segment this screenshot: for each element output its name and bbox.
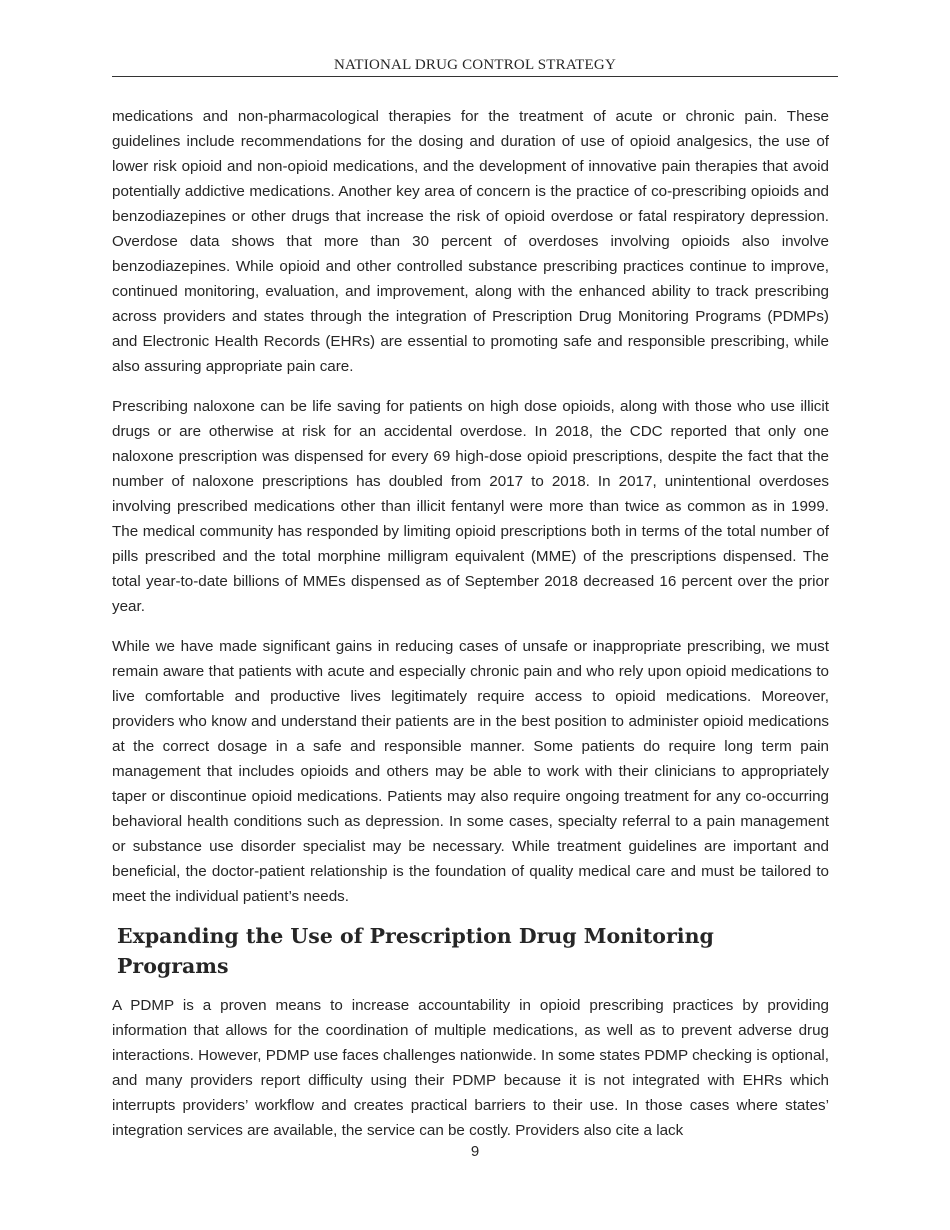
document-page [112, 0, 829, 1143]
paragraph-naloxone: Prescribing naloxone can be life saving for patients on high dose opioids, along with those who use illicit drugs or are otherwise at risk for an accidental overdose. In 2018, the CDC reported that only one naloxone prescription was dispensed for every 69 high-dose opioid prescriptions, despite the fact that the number of naloxone prescriptions has doubled from 2017 to 2018. In 2017, unintentional overdoses involving prescribed medications other than illicit fentanyl were more than twice as common as in 1999. The medical community has responded by limiting opioid prescriptions both in terms of the total number of pills prescribed and the total morphine milligram equivalent (MME) of the prescriptions dispensed. The total year-to-date billions of MMEs dispensed as of September 2018 decreased 16 percent over the prior year. [112, 398, 829, 615]
paragraph-pdmp: A PDMP is a proven means to increase accountability in opioid prescribing practices by providing information that allows for the coordination of multiple medications, as well as to prevent adverse drug interactions. However, PDMP use faces challenges nationwide. In some states PDMP checking is optional, and many providers report difficulty using their PDMP because it is not integrated with EHRs which interrupts providers’ workflow and creates practical barriers to their use. In those cases where states’ integration services are available, the service can be costly. Providers also cite a lack [112, 997, 829, 1139]
paragraph-patient-access: While we have made significant gains in reducing cases of unsafe or inappropriate prescribing, we must remain aware that patients with acute and especially chronic pain and who rely upon opioid medications to live comfortable and productive lives legitimately require access to opioid medications. Moreover, providers who know and understand their patients are in the best position to administer opioid medications at the correct dosage in a safe and responsible manner. Some patients do require long term pain management that includes opioids and others may be able to work with their clinicians to appropriately taper or discontinue opioid medications. Patients may also require ongoing treatment for any co-occurring behavioral health conditions such as depression. In some cases, specialty referral to a pain management or substance use disorder specialist may be necessary. While treatment guidelines are important and beneficial, the doctor-patient relationship is the foundation of quality medical care and must be tailored to meet the individual patient’s needs. [112, 638, 829, 905]
running-header: NATIONAL DRUG CONTROL STRATEGY [112, 57, 838, 77]
section-heading: Expanding the Use of Prescription Drug Monitoring Programs [117, 924, 714, 978]
paragraph-continuation: medications and non-pharmacological therapies for the treatment of acute or chronic pain. These guidelines include recommendations for the dosing and duration of use of opioid analgesics, the use of lower risk opioid and non-opioid medications, and the development of innovative pain therapies that avoid potentially addictive medications. Another key area of concern is the practice of co-prescribing opioids and benzodiazepines or other drugs that increase the risk of opioid overdose or fatal respiratory depression. Overdose data shows that more than 30 percent of overdoses involving opioids also involve benzodiazepines. While opioid and other controlled substance prescribing practices continue to improve, continued monitoring, evaluation, and improvement, along with the enhanced ability to track prescribing across providers and states through the integration of Prescription Drug Monitoring Programs (PDMPs) and Electronic Health Records (EHRs) are essential to promoting safe and responsible prescribing, while also assuring appropriate pain care. [112, 108, 829, 375]
page-number: 9 [470, 1143, 480, 1160]
